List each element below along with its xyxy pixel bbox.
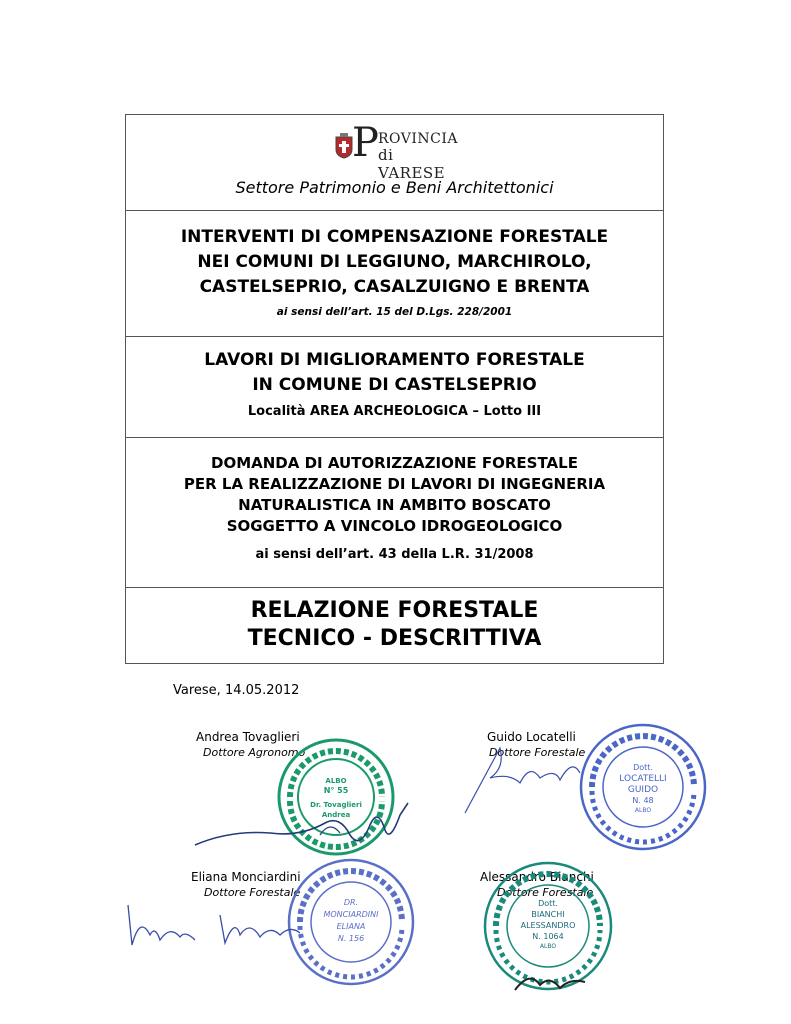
svg-text:N° 55: N° 55 bbox=[323, 786, 349, 795]
relazione-title-line: TECNICO - DESCRITTIVA bbox=[247, 626, 542, 651]
svg-text:LOCATELLI: LOCATELLI bbox=[619, 774, 667, 784]
svg-text:ALESSANDRO: ALESSANDRO bbox=[520, 921, 576, 930]
section-domanda bbox=[126, 453, 663, 562]
section1-line: INTERVENTI DI COMPENSAZIONE FORESTALE bbox=[180, 227, 609, 247]
logo-initial: P bbox=[352, 120, 379, 166]
svg-text:Dott.: Dott. bbox=[633, 763, 653, 772]
svg-text:ALBO: ALBO bbox=[325, 777, 347, 785]
section3-subtitle: ai sensi dell’art. 43 della L.R. 31/2008 bbox=[255, 547, 534, 562]
section-relazione bbox=[126, 597, 663, 653]
signatory-name: Andrea Tovaglieri bbox=[196, 730, 300, 744]
section3-line: PER LA REALIZZAZIONE DI LAVORI DI INGEGNERIA bbox=[183, 475, 606, 493]
svg-text:N. 156: N. 156 bbox=[337, 934, 365, 943]
logo-line-2: di VARESE bbox=[378, 146, 446, 182]
svg-text:MONCIARDINI: MONCIARDINI bbox=[323, 910, 379, 919]
settore-label: Settore Patrimonio e Beni Architettonici bbox=[235, 178, 554, 197]
crest-icon bbox=[334, 133, 354, 159]
svg-text:N. 48: N. 48 bbox=[632, 796, 654, 805]
section-lavori bbox=[126, 348, 663, 419]
svg-text:BIANCHI: BIANCHI bbox=[531, 910, 565, 919]
svg-text:DR.: DR. bbox=[343, 898, 359, 907]
signatory-title: Dottore Forestale bbox=[497, 886, 594, 899]
section1-line: CASTELSEPRIO, CASALZUIGNO E BRENTA bbox=[199, 277, 590, 297]
divider bbox=[126, 336, 663, 337]
svg-text:N. 1064: N. 1064 bbox=[532, 932, 564, 941]
signature-locatelli bbox=[460, 738, 600, 818]
title-frame bbox=[125, 114, 664, 664]
signatory-name: Alessandro Bianchi bbox=[480, 870, 594, 884]
divider bbox=[126, 587, 663, 588]
divider bbox=[126, 437, 663, 438]
section2-subtitle: Località AREA ARCHEOLOGICA – Lotto III bbox=[247, 404, 542, 419]
section3-line: NATURALISTICA IN AMBITO BOSCATO bbox=[238, 496, 551, 514]
svg-text:ALBO: ALBO bbox=[634, 807, 652, 814]
svg-text:ELIANA: ELIANA bbox=[336, 922, 366, 931]
svg-text:Andrea: Andrea bbox=[321, 811, 351, 819]
divider bbox=[126, 210, 663, 211]
section1-subtitle: ai sensi dell’art. 15 del D.Lgs. 228/2001 bbox=[276, 306, 513, 318]
svg-text:ALBO: ALBO bbox=[539, 943, 557, 950]
section-interventi bbox=[126, 225, 663, 318]
section1-line: NEI COMUNI DI LEGGIUNO, MARCHIROLO, bbox=[197, 252, 592, 272]
provincia-varese-logo bbox=[334, 120, 464, 182]
signature-tovaglieri bbox=[190, 795, 415, 855]
signatory-name: Eliana Monciardini bbox=[191, 870, 301, 884]
svg-text:Dott.: Dott. bbox=[538, 899, 558, 908]
document-date: Varese, 14.05.2012 bbox=[173, 683, 300, 698]
signatory-title: Dottore Forestale bbox=[489, 746, 586, 759]
signatory-name: Guido Locatelli bbox=[487, 730, 576, 744]
signatory-title: Dottore Forestale bbox=[204, 886, 301, 899]
section2-line: IN COMUNE DI CASTELSEPRIO bbox=[252, 375, 537, 395]
section3-line: SOGGETTO A VINCOLO IDROGEOLOGICO bbox=[226, 517, 563, 535]
svg-text:Dr. Tovaglieri: Dr. Tovaglieri bbox=[310, 801, 362, 809]
signature-bianchi bbox=[510, 960, 590, 1000]
section3-line: DOMANDA DI AUTORIZZAZIONE FORESTALE bbox=[211, 454, 578, 472]
section2-line: LAVORI DI MIGLIORAMENTO FORESTALE bbox=[204, 350, 585, 370]
logo-line-1: ROVINCIA bbox=[378, 131, 459, 147]
relazione-title-line: RELAZIONE FORESTALE bbox=[250, 598, 539, 623]
signature-monciardini bbox=[120, 895, 320, 955]
svg-text:GUIDO: GUIDO bbox=[627, 785, 659, 795]
signatory-title: Dottore Agronomo bbox=[203, 746, 306, 759]
